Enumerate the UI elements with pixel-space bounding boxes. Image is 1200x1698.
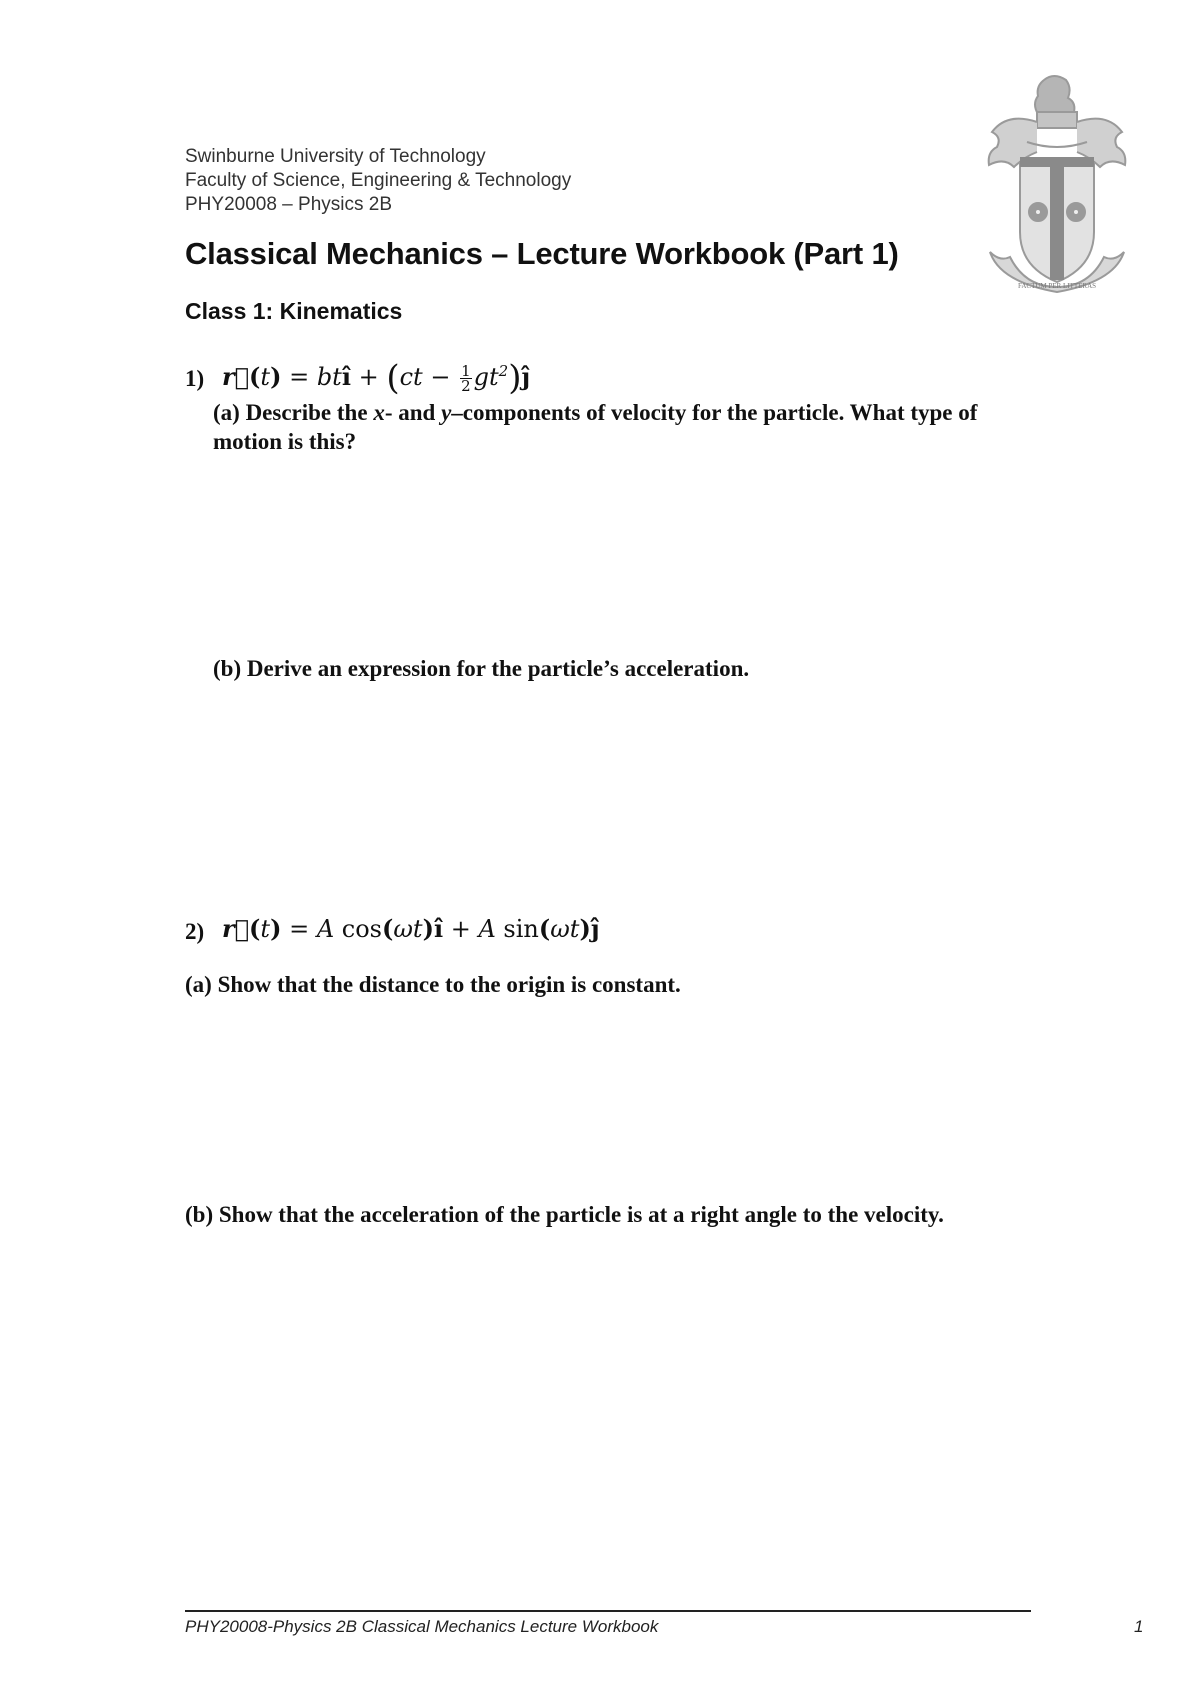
- question-2-number: 2): [185, 919, 205, 944]
- page-title: Classical Mechanics – Lecture Workbook (Part 1): [185, 236, 899, 271]
- crest-motto: FACTUM PER LITTERAS: [1017, 282, 1097, 290]
- question-1-number: 1): [185, 366, 205, 391]
- question-2a-prompt: (a) Show that the distance to the origin is constant.: [185, 972, 681, 997]
- university-name: Swinburne University of Technology: [185, 146, 486, 167]
- question-1-equation: r⃗(t) = btî + (ct − $\frac{1}{2}$ $gt^2)ĵ$: [222, 358, 531, 398]
- question-2-equation: r⃗(t) = A cos(ωt)î + A sin(ωt)ĵ: [222, 914, 600, 943]
- question-2b-prompt: (b) Show that the acceleration of the particle is at a right angle to the velocity.: [185, 1202, 944, 1227]
- faculty-name: Faculty of Science, Engineering & Technology: [185, 170, 572, 191]
- document-header: [185, 145, 571, 217]
- class-heading: Class 1: Kinematics: [185, 298, 403, 324]
- page-number: 1: [1134, 1617, 1144, 1636]
- university-crest-icon: [982, 72, 1132, 307]
- question-1a-prompt: (a) Describe the x- and y–components of velocity for the particle. What type of motion is this?: [213, 400, 978, 454]
- footer-rule: [185, 1610, 1031, 1612]
- question-1b-prompt: (b) Derive an expression for the particle’s acceleration.: [213, 656, 750, 681]
- unit-code: PHY20008 – Physics 2B: [185, 194, 393, 215]
- footer-text: PHY20008-Physics 2B Classical Mechanics Lecture Workbook: [185, 1617, 659, 1636]
